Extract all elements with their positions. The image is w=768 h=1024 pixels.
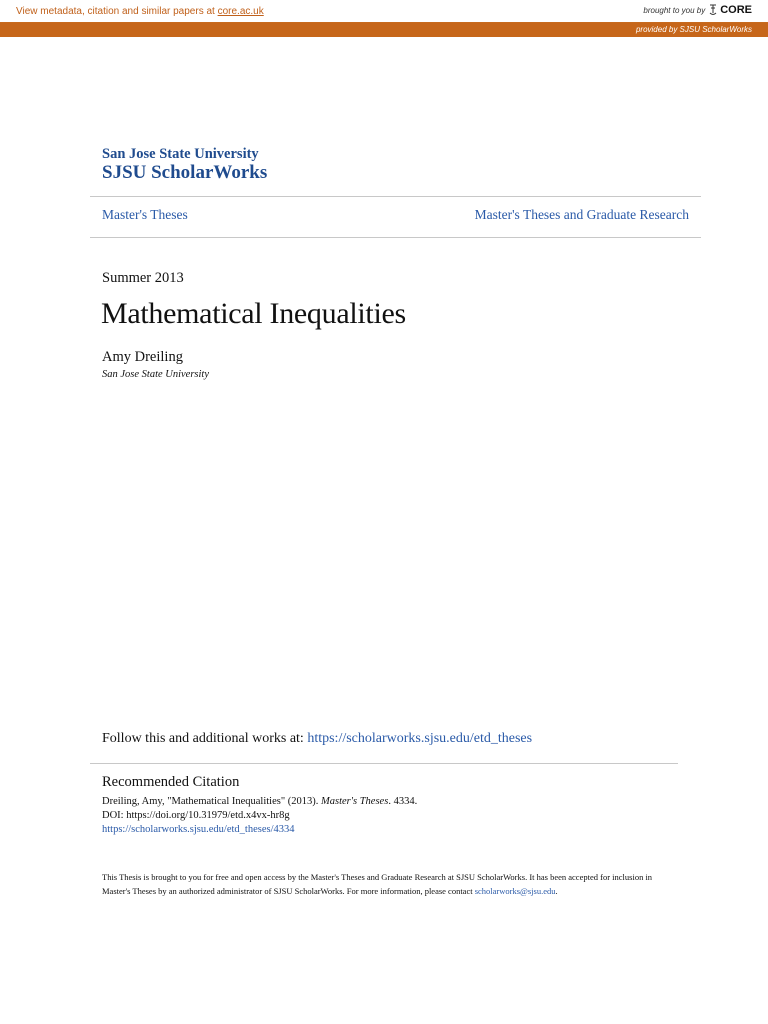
notice-end: . (555, 885, 558, 896)
contact-email-link[interactable]: scholarworks@sjsu.edu (474, 885, 556, 896)
parent-collection-link[interactable]: Master's Theses and Graduate Research (474, 207, 689, 222)
follow-url-link[interactable]: https://scholarworks.sjsu.edu/etd_theses (307, 731, 533, 746)
core-logo[interactable] (708, 4, 752, 16)
author-name: Amy Dreiling (102, 349, 183, 365)
core-logo-icon (708, 4, 718, 16)
collection-link[interactable]: Master's Theses (102, 207, 188, 222)
citation-suffix: . 4334. (388, 796, 418, 807)
repository-name[interactable]: SJSU ScholarWorks (102, 162, 268, 183)
header-divider-bottom (90, 237, 701, 238)
provided-by-label: provided by SJSU ScholarWorks (635, 25, 752, 34)
paper-title: Mathematical Inequalities (101, 297, 406, 330)
core-branding (643, 4, 752, 16)
citation-url-link[interactable]: https://scholarworks.sjsu.edu/etd_theses/4334 (102, 824, 295, 835)
core-provided-bar (0, 23, 768, 37)
notice-text: This Thesis is brought to you for free and open access by the Master's Theses and Graduate Research at SJSU ScholarWorks. It has been accepted for inclusion in Master's Theses by an authorized administrator of SJSU ScholarWorks. For more information, please contact (102, 872, 653, 896)
follow-label: Follow this and additional works at: (102, 731, 304, 746)
core-metadata-text (16, 6, 264, 17)
citation-block (102, 795, 417, 837)
publication-date: Summer 2013 (102, 270, 184, 286)
header-divider-top (90, 196, 701, 197)
university-name[interactable]: San Jose State University (102, 146, 259, 162)
core-banner (0, 0, 768, 23)
citation-divider (90, 763, 678, 764)
citation-line (102, 795, 417, 809)
citation-journal: Master's Theses (321, 796, 389, 807)
author-affiliation: San Jose State University (102, 369, 210, 380)
access-notice (102, 871, 662, 898)
citation-prefix: Dreiling, Amy, "Mathematical Inequalities" (2013). (102, 796, 319, 807)
core-metadata-label: View metadata, citation and similar papers at (16, 6, 215, 17)
core-logo-text: CORE (720, 4, 752, 16)
citation-heading: Recommended Citation (102, 774, 240, 790)
citation-doi: DOI: https://doi.org/10.31979/etd.x4vx-hr8g (102, 810, 290, 821)
follow-line (102, 731, 532, 747)
brought-to-you-label: brought to you by (643, 5, 706, 15)
core-ac-uk-link[interactable]: core.ac.uk (217, 6, 264, 17)
